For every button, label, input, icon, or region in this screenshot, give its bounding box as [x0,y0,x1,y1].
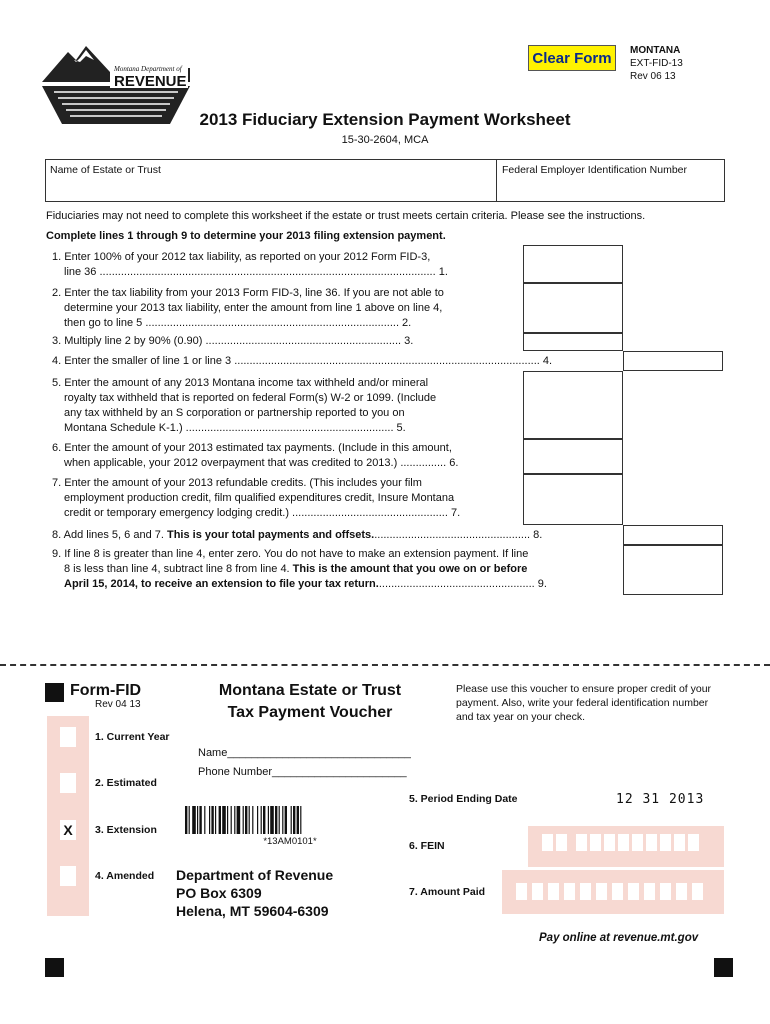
voucher-title [185,680,435,724]
line-9-emphasis: This is the amount that you owe on or before [292,563,528,575]
line-9-leader: ................................................... 9. [378,578,547,590]
line-5-text-cont: royalty tax withheld that is reported on federal Form(s) W-2 or 1099. (Include [64,392,437,404]
line-5-text: 5. Enter the amount of any 2013 Montana income tax withheld and/or mineral [52,377,429,389]
mailing-address [176,866,333,920]
line-1-text-cont: line 36 .............................................................................................................. 1. [64,266,448,278]
fein-label: Federal Employer Identification Number [502,164,688,176]
line-9 [52,547,622,592]
address-line3: Helena, MT 59604-6309 [176,903,329,919]
line-7-text: 7. Enter the amount of your 2013 refundable credits. (This includes your film [52,477,422,489]
voucher-note: Please use this voucher to ensure proper credit of your payment. Also, write your federal identification number and tax year on your check. [456,683,712,723]
line-8-amount-field[interactable] [623,525,723,545]
line-5-text-cont: any tax withheld by an S corporation or partnership reported to you on [64,407,405,419]
page-title: 2013 Fiduciary Extension Payment Worksheet [199,110,571,129]
line-7-text-cont: employment production credit, film qualified expenditures credit, Insure Montana [64,492,455,504]
estimated-checkbox[interactable] [60,773,76,793]
voucher-phone-field[interactable]: Phone Number______________________ [198,766,407,778]
line-4 [52,354,622,369]
fein-entry-field[interactable] [528,826,724,867]
line-7 [52,476,522,521]
address-line1: Department of Revenue [176,867,334,883]
period-ending-label: 5. Period Ending Date [409,793,518,805]
line-4-amount-field[interactable] [623,351,723,371]
line-1-text: 1. Enter 100% of your 2012 tax liability, as reported on your 2012 Form FID-3, [52,251,431,263]
svg-text:Montana Department of: Montana Department of [114,65,182,73]
registration-mark [45,958,64,977]
line-9-text-cont: 8 is less than line 4, subtract line 8 from line 4. [64,563,293,575]
line-6 [52,441,522,471]
registration-mark [714,958,733,977]
line-3-amount-field[interactable] [523,333,623,351]
estate-name-label: Name of Estate or Trust [50,164,161,176]
line-9-emphasis-cont: April 15, 2014, to receive an extension to file your tax return. [64,578,379,590]
form-revision: Rev 06 13 [630,71,676,82]
line-2-amount-field[interactable] [523,283,623,333]
line-7-text-cont: credit or temporary emergency lodging credit.) ................................................... 7. [64,507,461,519]
line-1-amount-field[interactable] [523,245,623,283]
current-year-label: 1. Current Year [95,731,170,743]
voucher-form-name: Form-FID [70,682,142,699]
line-8-emphasis: This is your total payments and offsets. [166,529,375,541]
line-1 [52,250,522,280]
line-8-leader: ................................................... 8. [374,529,543,541]
line-3 [52,334,522,349]
estimated-label: 2. Estimated [95,777,157,789]
line-2 [52,286,522,331]
line-9-amount-field[interactable] [623,545,723,595]
amended-checkbox[interactable] [60,866,76,886]
line-8-text: 8. Add lines 5, 6 and 7. [52,529,167,541]
pay-online-link[interactable]: Pay online at revenue.mt.gov [539,932,699,944]
cut-line [0,664,770,666]
voucher-fein-label: 6. FEIN [409,840,445,852]
fein-field[interactable] [500,176,720,198]
clear-form-button[interactable]: Clear Form [528,45,616,71]
period-ending-value[interactable]: 12 31 2013 [616,792,705,807]
registration-mark [45,683,64,702]
voucher-title-line1: Montana Estate or Trust [218,682,402,699]
estate-name-field[interactable] [50,176,490,198]
voucher-revision: Rev 04 13 [95,699,141,710]
voucher-title-line2: Tax Payment Voucher [227,704,393,721]
line-9-text: 9. If line 8 is greater than line 4, enter zero. You do not have to make an extension payment. If line [52,548,529,560]
current-year-checkbox[interactable] [60,727,76,747]
barcode-graphic [185,806,395,834]
amended-label: 4. Amended [95,870,155,882]
extension-checkbox[interactable]: X [60,820,76,840]
line-6-text: 6. Enter the amount of your 2013 estimated tax payments. (Include in this amount, [52,442,452,454]
barcode-text: *13AM0101* [263,836,317,847]
line-2-text-cont: determine your 2013 tax liability, enter the amount from line 1 above on line 4, [64,302,443,314]
page-subtitle: 15-30-2604, MCA [341,134,429,146]
instruction-text: Complete lines 1 through 9 to determine your 2013 filing extension payment. [46,230,446,242]
field-divider [496,160,497,202]
svg-text:REVENUE: REVENUE [114,73,187,90]
line-5-amount-field[interactable] [523,371,623,439]
line-3-text: 3. Multiply line 2 by 90% (0.90) ................................................................ 3. [52,335,414,347]
line-2-text-cont: then go to line 5 ................................................................................... 2. [64,317,412,329]
extension-label: 3. Extension [95,824,157,836]
voucher-name-field[interactable]: Name______________________________ [198,747,411,759]
line-6-amount-field[interactable] [523,439,623,474]
line-6-text-cont: when applicable, your 2012 overpayment that was credited to 2013.) ............... 6. [64,457,459,469]
amount-paid-field[interactable] [502,870,724,914]
line-8 [52,528,622,543]
line-5-text-cont: Montana Schedule K-1.) .................................................................... 5. [64,422,406,434]
form-code: EXT-FID-13 [630,58,683,69]
address-line2: PO Box 6309 [176,885,262,901]
line-7-amount-field[interactable] [523,474,623,525]
line-4-text: 4. Enter the smaller of line 1 or line 3 .................................................................................................... 4. [52,355,553,367]
intro-text: Fiduciaries may not need to complete this worksheet if the estate or trust meets certain criteria. Please see the instructions. [46,210,646,222]
form-state: MONTANA [630,45,681,56]
amount-paid-label: 7. Amount Paid [409,886,486,898]
barcode [185,806,395,834]
line-5 [52,376,522,436]
form-identifier [630,44,683,83]
line-2-text: 2. Enter the tax liability from your 2013 Form FID-3, line 36. If you are not able to [52,287,444,299]
